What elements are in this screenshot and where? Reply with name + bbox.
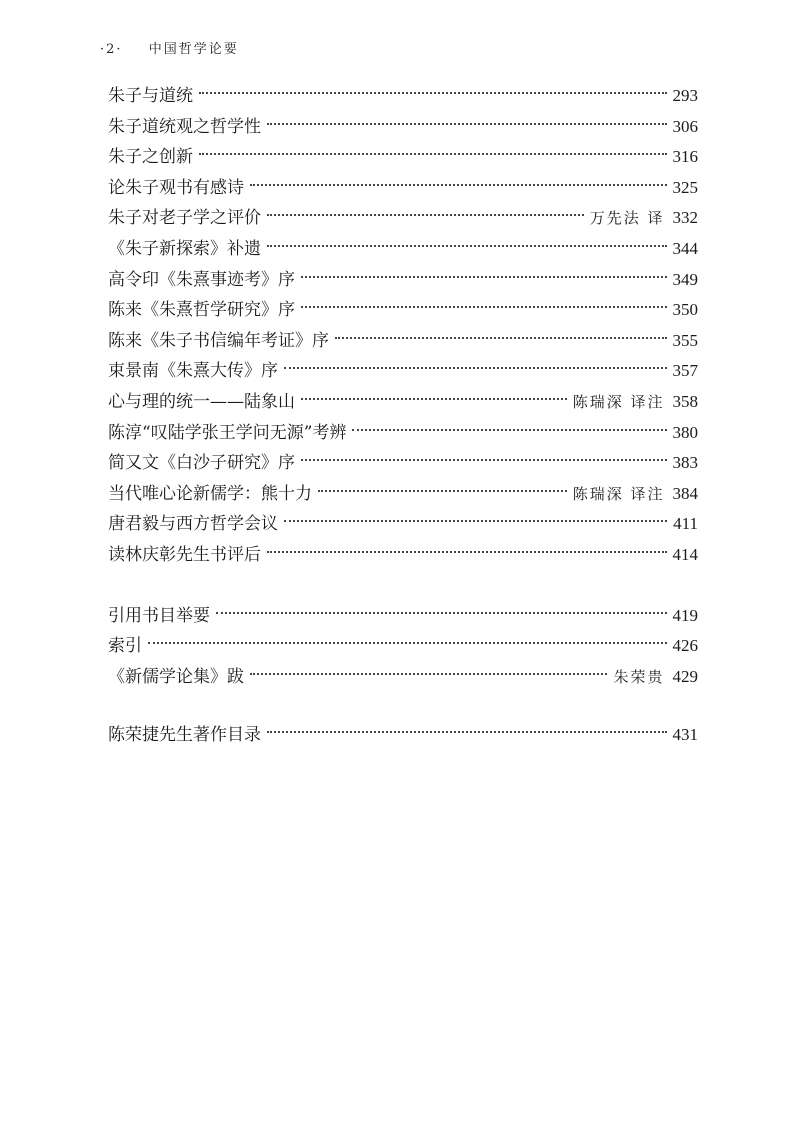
toc-entry-translator: 万先法 译	[589, 209, 665, 228]
toc-entry	[108, 509, 698, 540]
toc-entry	[108, 448, 698, 479]
toc-entry-page-number: 306	[672, 116, 698, 136]
toc-entry	[108, 601, 698, 632]
toc-entry-page-number: 380	[672, 422, 698, 442]
toc-entry-page-number: 358	[672, 391, 698, 411]
toc-entry	[108, 479, 698, 510]
toc-entry-page-number: 426	[672, 636, 698, 656]
toc-entry	[108, 418, 698, 449]
dot-leader	[267, 214, 584, 216]
dot-leader	[284, 520, 667, 522]
toc-group-appendices	[108, 601, 698, 693]
toc-entry	[108, 203, 698, 234]
toc-entry-title: 读林庆彰先生书评后	[108, 544, 261, 565]
toc-entry	[108, 387, 698, 418]
toc-entry	[108, 326, 698, 357]
toc-entry	[108, 234, 698, 265]
toc-entry-title: 朱子道统观之哲学性	[108, 116, 261, 137]
toc-entry-title: 高令印《朱熹事迹考》序	[108, 269, 295, 290]
toc-group-essays	[108, 81, 698, 571]
dot-leader	[216, 612, 667, 614]
toc-entry-page-number: 414	[672, 544, 698, 564]
toc-entry-title: 引用书目举要	[108, 605, 210, 626]
dot-leader	[318, 490, 567, 492]
toc-entry	[108, 295, 698, 326]
toc-entry-title: 陈来《朱熹哲学研究》序	[108, 300, 295, 321]
running-header	[100, 38, 239, 57]
dot-leader	[267, 245, 667, 247]
dot-leader	[267, 551, 667, 553]
toc-entry-title: 《新儒学论集》跋	[108, 666, 244, 687]
toc-entry-title: 当代唯心论新儒学：熊十力	[108, 483, 312, 504]
toc-entry-page-number: 383	[672, 453, 698, 473]
toc-entry-page-number: 316	[672, 147, 698, 167]
table-of-contents	[108, 81, 698, 751]
toc-entry-translator: 陈瑞深 译注	[572, 392, 665, 411]
toc-entry-title: 陈来《朱子书信编年考证》序	[108, 330, 329, 351]
toc-entry-page-number: 357	[672, 361, 698, 381]
toc-entry-title: 索引	[108, 636, 142, 657]
toc-spacer	[108, 571, 698, 601]
toc-entry-translator: 陈瑞深 译注	[572, 484, 665, 503]
dot-leader	[199, 92, 667, 94]
dot-leader	[335, 337, 667, 339]
dot-leader	[301, 276, 667, 278]
dot-leader	[148, 642, 667, 644]
toc-entry-title: 《朱子新探索》补遗	[108, 238, 261, 259]
toc-entry	[108, 540, 698, 571]
toc-entry-title: 唐君毅与西方哲学会议	[108, 514, 278, 535]
dot-leader	[250, 184, 667, 186]
dot-leader	[267, 731, 667, 733]
toc-entry-title: 论朱子观书有感诗	[108, 177, 244, 198]
dot-leader	[301, 306, 667, 308]
toc-group-bibliography	[108, 720, 698, 751]
header-page-number: ·2·	[100, 42, 123, 57]
toc-entry-page-number: 344	[672, 238, 698, 258]
toc-entry-title: 心与理的统一——陆象山	[108, 391, 295, 412]
toc-entry-title: 陈荣捷先生著作目录	[108, 725, 261, 746]
toc-entry-title: 陈淳“叹陆学张王学问无源”考辨	[108, 422, 347, 443]
toc-entry	[108, 662, 698, 693]
toc-entry	[108, 142, 698, 173]
dot-leader	[352, 429, 666, 431]
toc-entry-title: 简又文《白沙子研究》序	[108, 453, 295, 474]
toc-entry	[108, 81, 698, 112]
toc-entry	[108, 173, 698, 204]
toc-entry-page-number: 349	[672, 269, 698, 289]
toc-entry-page-number: 411	[673, 514, 698, 534]
toc-entry	[108, 112, 698, 143]
header-book-title: 中国哲学论要	[148, 42, 239, 57]
dot-leader	[250, 673, 607, 675]
toc-entry-page-number: 332	[672, 208, 698, 228]
toc-entry-title: 朱子与道统	[108, 86, 193, 106]
toc-entry-title: 朱子之创新	[108, 147, 193, 168]
toc-entry-translator: 朱荣贵	[613, 667, 665, 686]
toc-entry-page-number: 429	[672, 666, 698, 686]
toc-entry	[108, 265, 698, 296]
toc-spacer	[108, 692, 698, 720]
dot-leader	[199, 153, 667, 155]
toc-entry-page-number: 355	[672, 330, 698, 350]
toc-entry-title: 朱子对老子学之评价	[108, 208, 261, 229]
toc-entry	[108, 720, 698, 751]
dot-leader	[301, 398, 567, 400]
dot-leader	[284, 367, 667, 369]
toc-entry	[108, 356, 698, 387]
toc-entry	[108, 631, 698, 662]
toc-entry-page-number: 293	[672, 86, 698, 105]
toc-entry-page-number: 325	[672, 177, 698, 197]
toc-entry-page-number: 431	[672, 725, 698, 745]
toc-entry-page-number: 419	[672, 605, 698, 625]
toc-entry-page-number: 384	[672, 483, 698, 503]
toc-entry-title: 束景南《朱熹大传》序	[108, 361, 278, 382]
dot-leader	[267, 123, 667, 125]
dot-leader	[301, 459, 667, 461]
toc-entry-page-number: 350	[672, 300, 698, 320]
